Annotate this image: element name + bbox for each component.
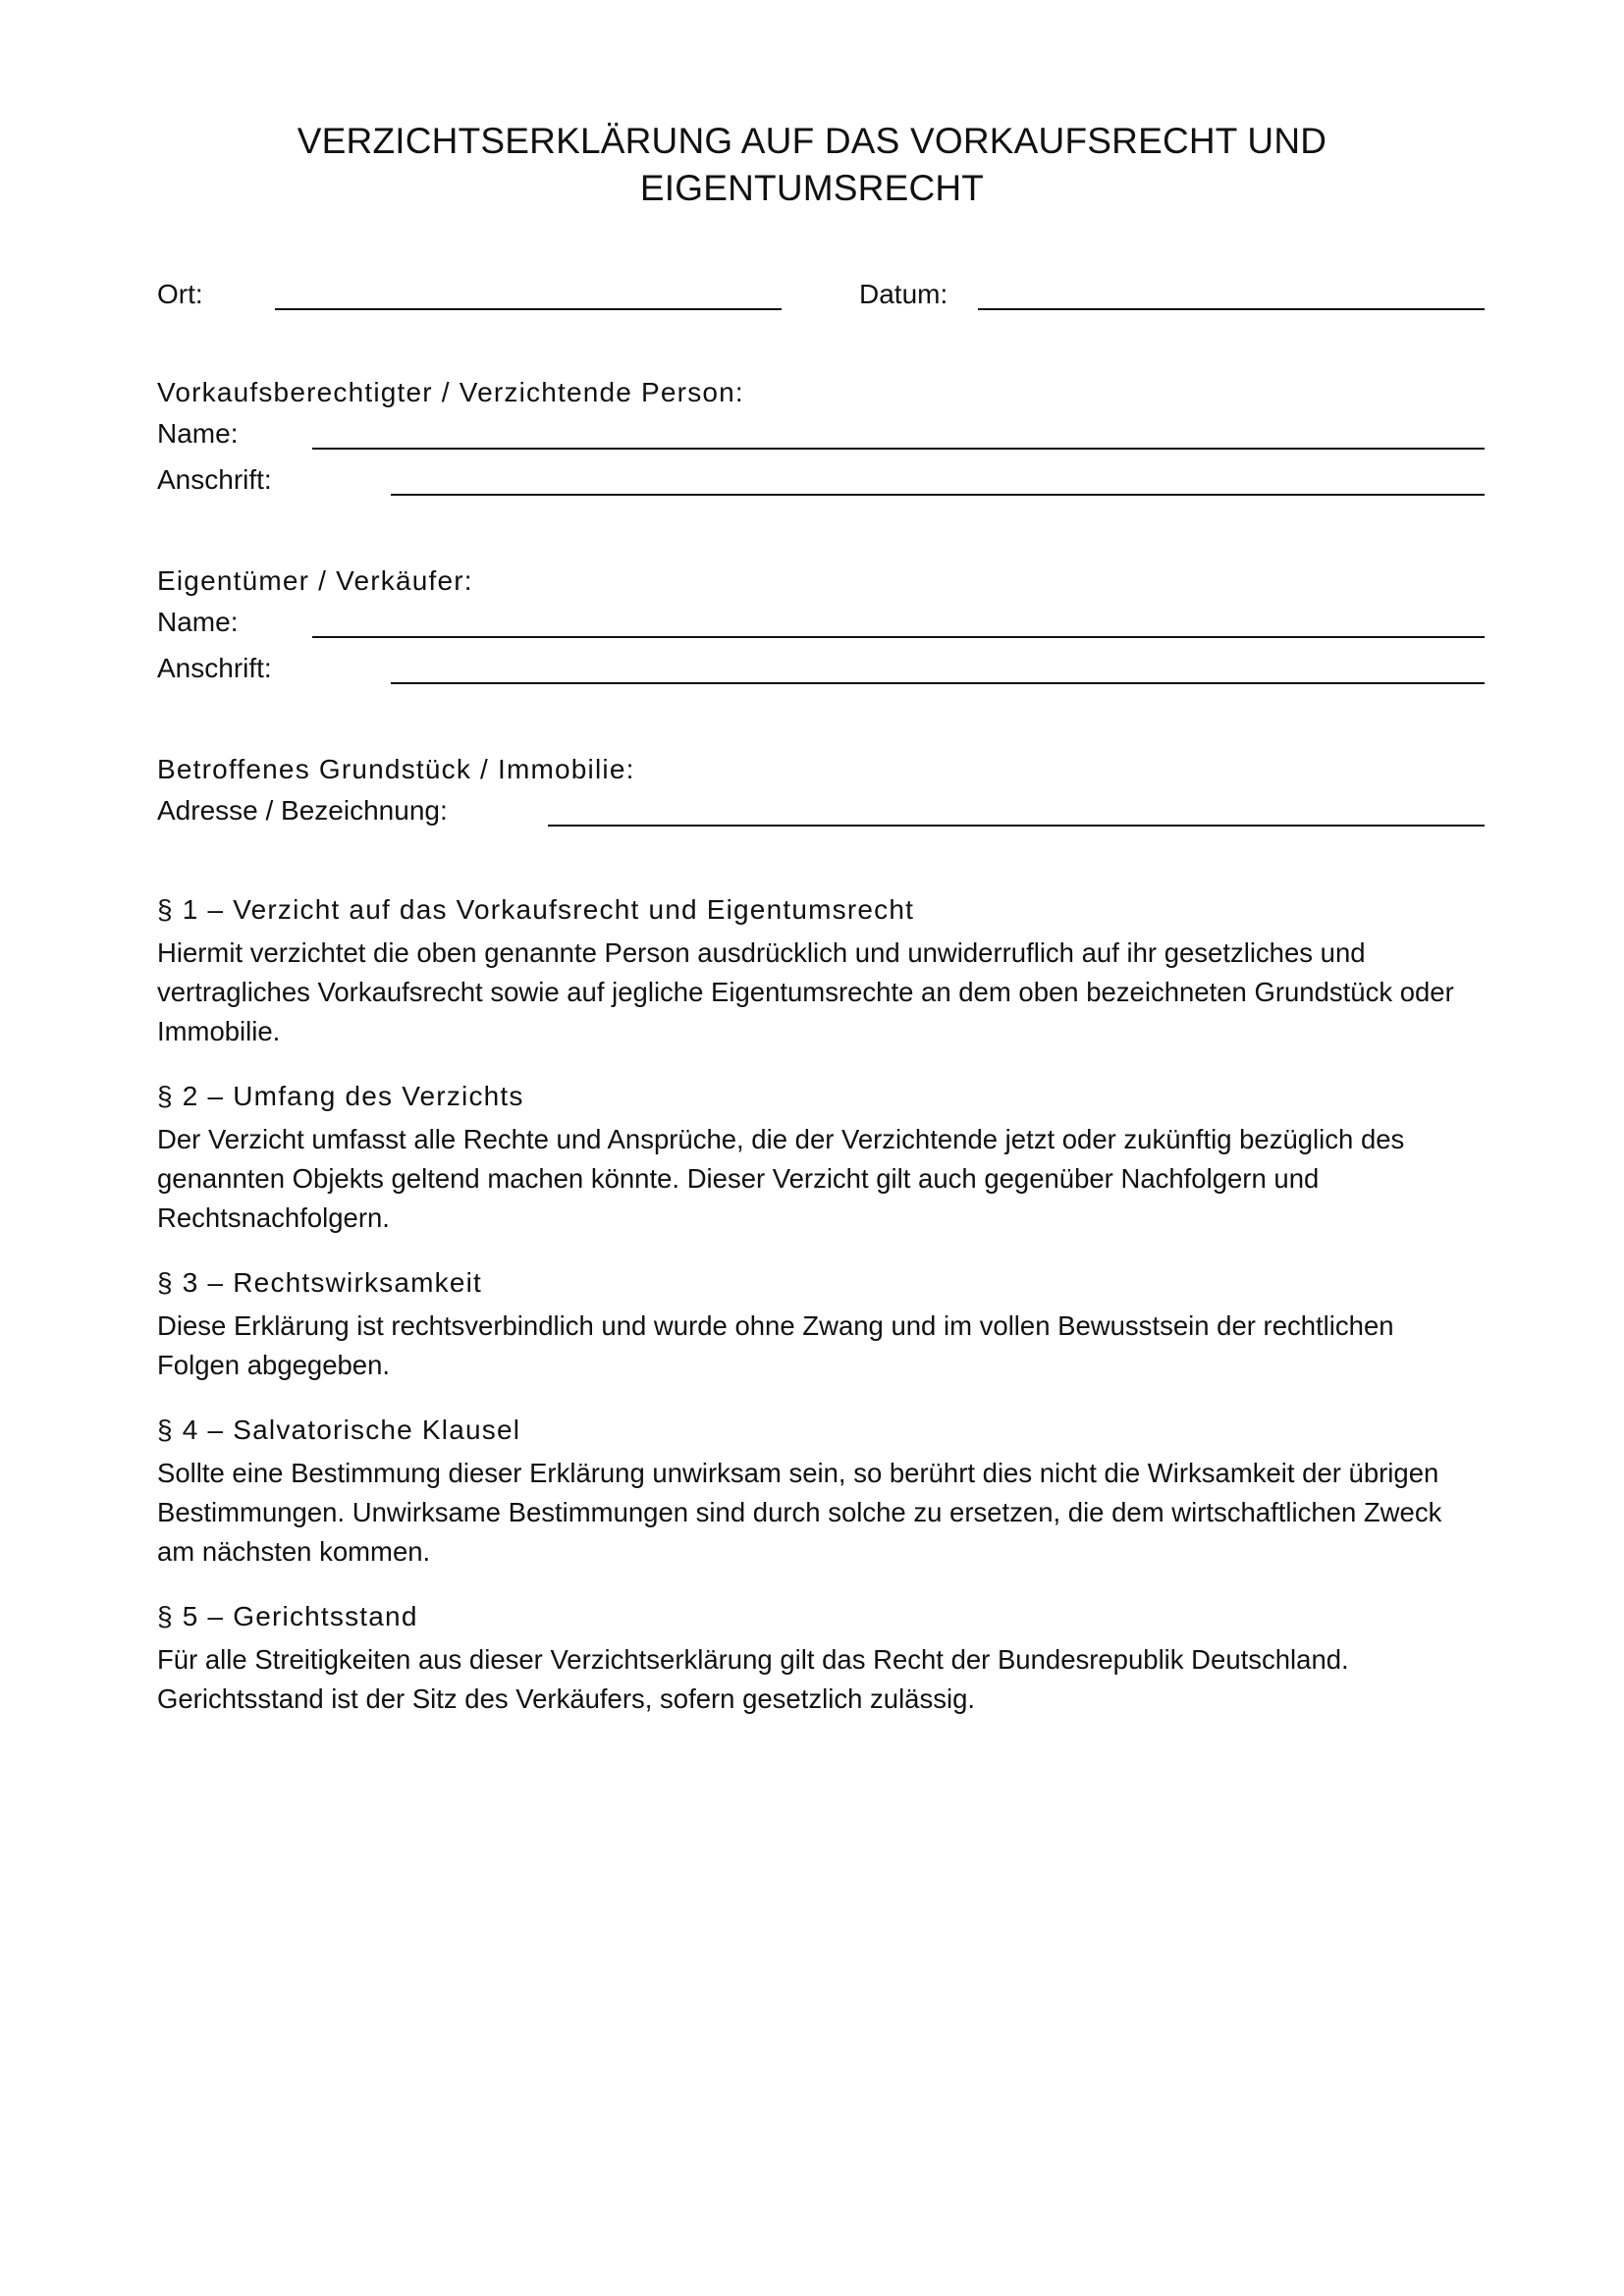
clause-1-heading: § 1 – Verzicht auf das Vorkaufsrecht und Eigentumsrecht: [157, 894, 915, 925]
clause-4-heading: § 4 – Salvatorische Klausel: [157, 1415, 521, 1445]
clause-3-heading: § 3 – Rechtswirksamkeit: [157, 1267, 483, 1298]
owner-address-label: Anschrift:: [157, 653, 272, 683]
clause-3: [157, 1263, 1467, 1385]
owner-address-row: [157, 653, 1467, 699]
clause-2-body: Der Verzicht umfasst alle Rechte und Ansprüche, die der Verzichtende jetzt oder zukünftig bezüglich des genannten Objekts geltend machen könnte. Dieser Verzicht gilt auch gegenüber Nachfolgern und Rechtsnachfolgern.: [157, 1124, 1405, 1233]
title-line-1: VERZICHTSERKLÄRUNG AUF DAS VORKAUFSRECHT UND: [297, 121, 1327, 161]
property-section: [157, 750, 1467, 841]
holder-name-field-line[interactable]: [312, 448, 1485, 450]
clause-4: [157, 1411, 1467, 1572]
clause-5-heading: § 5 – Gerichtsstand: [157, 1601, 418, 1631]
owner-heading: Eigentümer / Verkäufer:: [157, 565, 473, 596]
clauses: [157, 890, 1467, 1719]
date-label: Datum:: [859, 279, 948, 309]
owner-address-field-line[interactable]: [391, 682, 1485, 684]
clause-5: [157, 1597, 1467, 1719]
property-address-row: [157, 795, 1467, 841]
clause-5-body: Für alle Streitigkeiten aus dieser Verzichtserklärung gilt das Recht der Bundesrepublik Deutschland. Gerichtsstand ist der Sitz des Verkäufers, sofern gesetzlich zulässig.: [157, 1644, 1349, 1714]
title-line-2: EIGENTUMSRECHT: [639, 168, 985, 208]
owner-name-field-line[interactable]: [312, 636, 1485, 638]
clause-1: [157, 890, 1467, 1051]
holder-section: [157, 373, 1467, 510]
owner-name-row: [157, 607, 1467, 653]
clause-2-heading: § 2 – Umfang des Verzichts: [157, 1081, 524, 1111]
place-date-row: [157, 279, 1467, 338]
holder-name-row: [157, 418, 1467, 464]
clause-3-body: Diese Erklärung ist rechtsverbindlich und wurde ohne Zwang und im vollen Bewusstsein der rechtlichen Folgen abgegeben.: [157, 1310, 1394, 1380]
holder-heading: Vorkaufsberechtigter / Verzichtende Person:: [157, 377, 744, 407]
holder-address-field-line[interactable]: [391, 494, 1485, 496]
date-field-line[interactable]: [978, 308, 1485, 310]
holder-address-label: Anschrift:: [157, 464, 272, 495]
document-title: [223, 118, 1401, 212]
clause-1-body: Hiermit verzichtet die oben genannte Person ausdrücklich und unwiderruflich auf ihr gesetzliches und vertragliches Vorkaufsrecht sowie auf jegliche Eigentumsrechte an dem oben bezeichneten Grundstück oder Immobilie.: [157, 937, 1454, 1046]
property-address-field-line[interactable]: [548, 825, 1485, 827]
holder-address-row: [157, 464, 1467, 510]
property-address-label: Adresse / Bezeichnung:: [157, 795, 448, 826]
clause-2: [157, 1077, 1467, 1238]
holder-name-label: Name:: [157, 418, 239, 449]
clause-4-body: Sollte eine Bestimmung dieser Erklärung unwirksam sein, so berührt dies nicht die Wirksamkeit der übrigen Bestimmungen. Unwirksame Bestimmungen sind durch solche zu ersetzen, die dem wirtschaftlichen Zweck am nächsten kommen.: [157, 1458, 1442, 1567]
property-heading: Betroffenes Grundstück / Immobilie:: [157, 754, 635, 784]
place-label: Ort:: [157, 279, 203, 309]
place-field-line[interactable]: [275, 308, 782, 310]
owner-name-label: Name:: [157, 607, 239, 637]
owner-section: [157, 561, 1467, 699]
